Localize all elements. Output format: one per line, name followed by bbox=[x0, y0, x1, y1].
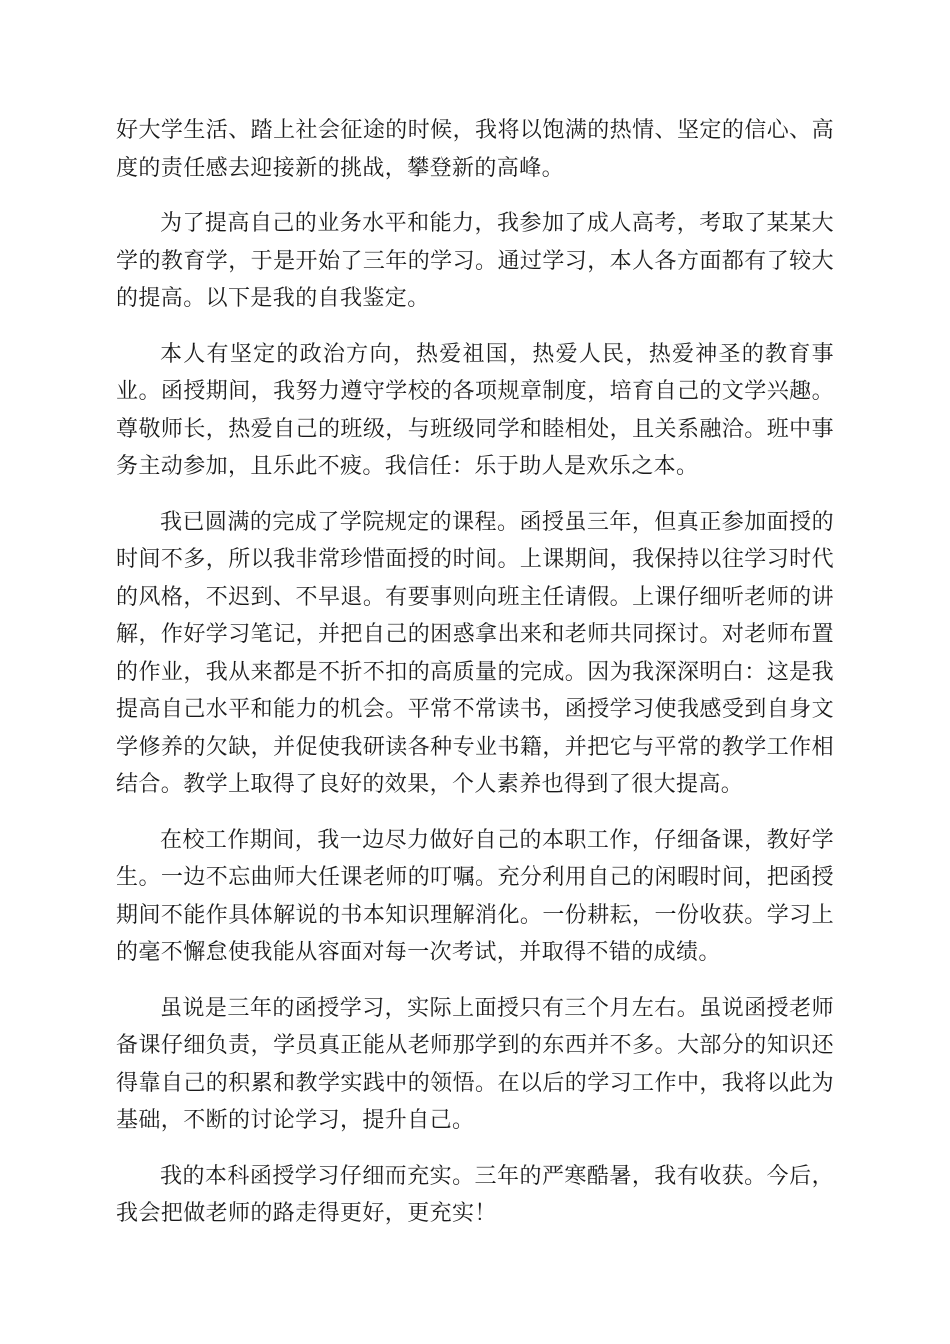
paragraph: 在校工作期间，我一边尽力做好自己的本职工作，仔细备课，教好学生。一边不忘曲师大任课老师的叮嘱。充分利用自己的闲暇时间，把函授期间不能作具体解说的书本知识理解消化。一份耕耘，一份收获。学习上的毫不懈怠使我能从容面对每一次考试，并取得不错的成绩。 bbox=[116, 827, 834, 965]
paragraph: 我已圆满的完成了学院规定的课程。函授虽三年，但真正参加面授的时间不多，所以我非常珍惜面授的时间。上课期间，我保持以往学习时代的风格，不迟到、不早退。有要事则向班主任请假。上课仔细听老师的讲解，作好学习笔记，并把自己的困惑拿出来和老师共同探讨。对老师布置的作业，我从来都是不折不扣的高质量的完成。因为我深深明白：这是我提高自己水平和能力的机会。平常不常读书，函授学习使我感受到自身文学修养的欠缺，并促使我研读各种专业书籍，并把它与平常的教学工作相结合。教学上取得了良好的效果，个人素养也得到了很大提高。 bbox=[116, 509, 834, 797]
paragraph: 我的本科函授学习仔细而充实。三年的严寒酷暑，我有收获。今后，我会把做老师的路走得更好，更充实！ bbox=[116, 1163, 834, 1226]
paragraph: 为了提高自己的业务水平和能力，我参加了成人高考，考取了某某大学的教育学，于是开始了三年的学习。通过学习，本人各方面都有了较大的提高。以下是我的自我鉴定。 bbox=[116, 211, 834, 311]
paragraph: 本人有坚定的政治方向，热爱祖国，热爱人民，热爱神圣的教育事业。函授期间，我努力遵守学校的各项规章制度，培育自己的文学兴趣。尊敬师长，热爱自己的班级，与班级同学和睦相处，且关系融洽。班中事务主动参加，且乐此不疲。我信任：乐于助人是欢乐之本。 bbox=[116, 341, 834, 479]
document-body bbox=[116, 112, 834, 1251]
paragraph: 虽说是三年的函授学习，实际上面授只有三个月左右。虽说函授老师备课仔细负责，学员真正能从老师那学到的东西并不多。大部分的知识还得靠自己的积累和教学实践中的领悟。在以后的学习工作中，我将以此为基础，不断的讨论学习，提升自己。 bbox=[116, 995, 834, 1133]
paragraph-continuation: 好大学生活、踏上社会征途的时候，我将以饱满的热情、坚定的信心、高度的责任感去迎接新的挑战，攀登新的高峰。 bbox=[116, 118, 834, 181]
